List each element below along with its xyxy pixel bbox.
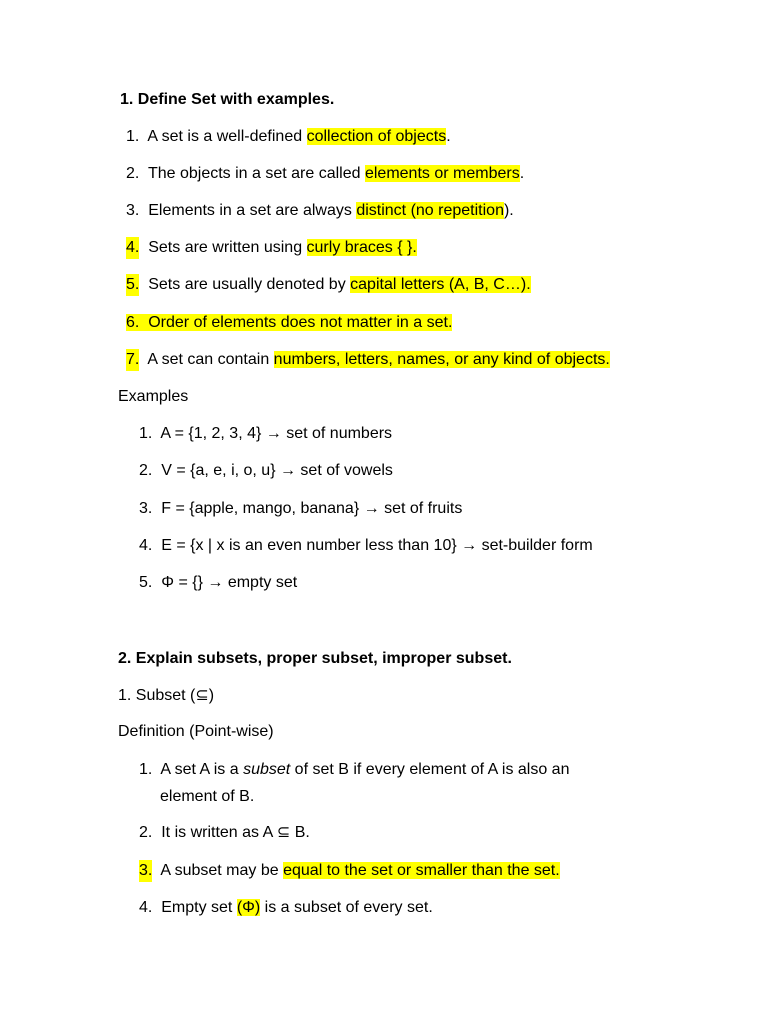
highlighted-text: distinct (no repetition [356, 202, 504, 219]
section1-point-6 [126, 312, 452, 334]
highlighted-text: curly braces { }. [306, 239, 417, 256]
point-text: . [446, 128, 451, 145]
point-text: of set B if every element of A is also an [290, 761, 570, 778]
section1-point-3 [126, 200, 514, 222]
list-number: 6. [126, 314, 140, 331]
list-number: 5. [126, 274, 139, 296]
highlighted-text: (Φ) [236, 899, 261, 916]
point-text: A subset may be [160, 862, 284, 879]
point-text: A set can contain [147, 351, 274, 368]
subset-subheading: 1. Subset (⊆) [118, 687, 215, 704]
example-text: V = {a, e, i, o, u} → set of vowels [161, 462, 393, 479]
list-number: 5. [139, 574, 153, 591]
section2-heading: 2. Explain subsets, proper subset, improper subset. [118, 650, 512, 667]
highlighted-text: capital letters (A, B, C…). [350, 276, 531, 293]
list-number: 3. [126, 202, 140, 219]
point-text: The objects in a set are called [147, 165, 365, 182]
section2-point-2 [139, 822, 310, 844]
point-text: It is written as A ⊆ B. [161, 824, 310, 841]
example-text: A = {1, 2, 3, 4} → set of numbers [160, 425, 393, 442]
list-number: 2. [126, 165, 140, 182]
section1-point-7 [126, 349, 610, 371]
highlighted-text: Order of elements does not matter in a set. [148, 314, 453, 331]
point-text: Elements in a set are always [148, 202, 357, 219]
example-item-5 [139, 572, 297, 594]
example-item-3 [139, 498, 462, 520]
point-text: Sets are usually denoted by [148, 276, 351, 293]
example-item-1 [139, 423, 392, 445]
point-text: . [519, 165, 525, 182]
section2-point-1-continuation: element of B. [160, 788, 255, 805]
example-text: E = {x | x is an even number less than 10} → set-builder form [161, 537, 593, 554]
point-text: Sets are written using [148, 239, 307, 256]
highlighted-text: numbers, letters, names, or any kind of objects. [273, 351, 610, 368]
highlighted-text: elements or members [364, 165, 520, 182]
point-text: A set A is a [160, 761, 244, 778]
section1-point-5 [126, 274, 531, 296]
example-text: Φ = {} → empty set [161, 574, 298, 591]
example-text: F = {apple, mango, banana} → set of fruits [161, 500, 463, 517]
point-text: is a subset of every set. [260, 899, 433, 916]
list-number: 3. [139, 500, 153, 517]
section1-heading: 1. Define Set with examples. [120, 91, 335, 108]
list-number: 4. [126, 237, 139, 259]
section1-point-4 [126, 237, 417, 259]
point-text: ). [503, 202, 514, 219]
section1-point-2 [126, 163, 524, 185]
list-number: 7. [126, 349, 139, 371]
section2-point-4 [139, 897, 433, 919]
list-number: 1. [126, 128, 140, 145]
example-item-2 [139, 460, 393, 482]
section1-point-1 [126, 126, 451, 148]
list-number: 4. [139, 899, 153, 916]
section2-point-3 [139, 860, 560, 882]
list-number: 3. [139, 860, 152, 882]
list-number: 2. [139, 462, 153, 479]
list-number: 4. [139, 537, 153, 554]
emphasized-text: subset [243, 761, 291, 778]
list-number: 1. [139, 425, 153, 442]
example-item-4 [139, 535, 593, 557]
examples-label: Examples [118, 388, 189, 405]
list-number: 2. [139, 824, 153, 841]
highlighted-text: equal to the set or smaller than the set. [283, 862, 560, 879]
definition-label: Definition (Point-wise) [118, 723, 274, 740]
section2-point-1 [139, 759, 569, 781]
list-number: 1. [139, 761, 153, 778]
highlighted-text: collection of objects [306, 128, 447, 145]
point-text: A set is a well-defined [147, 128, 307, 145]
point-text: Empty set [161, 899, 237, 916]
